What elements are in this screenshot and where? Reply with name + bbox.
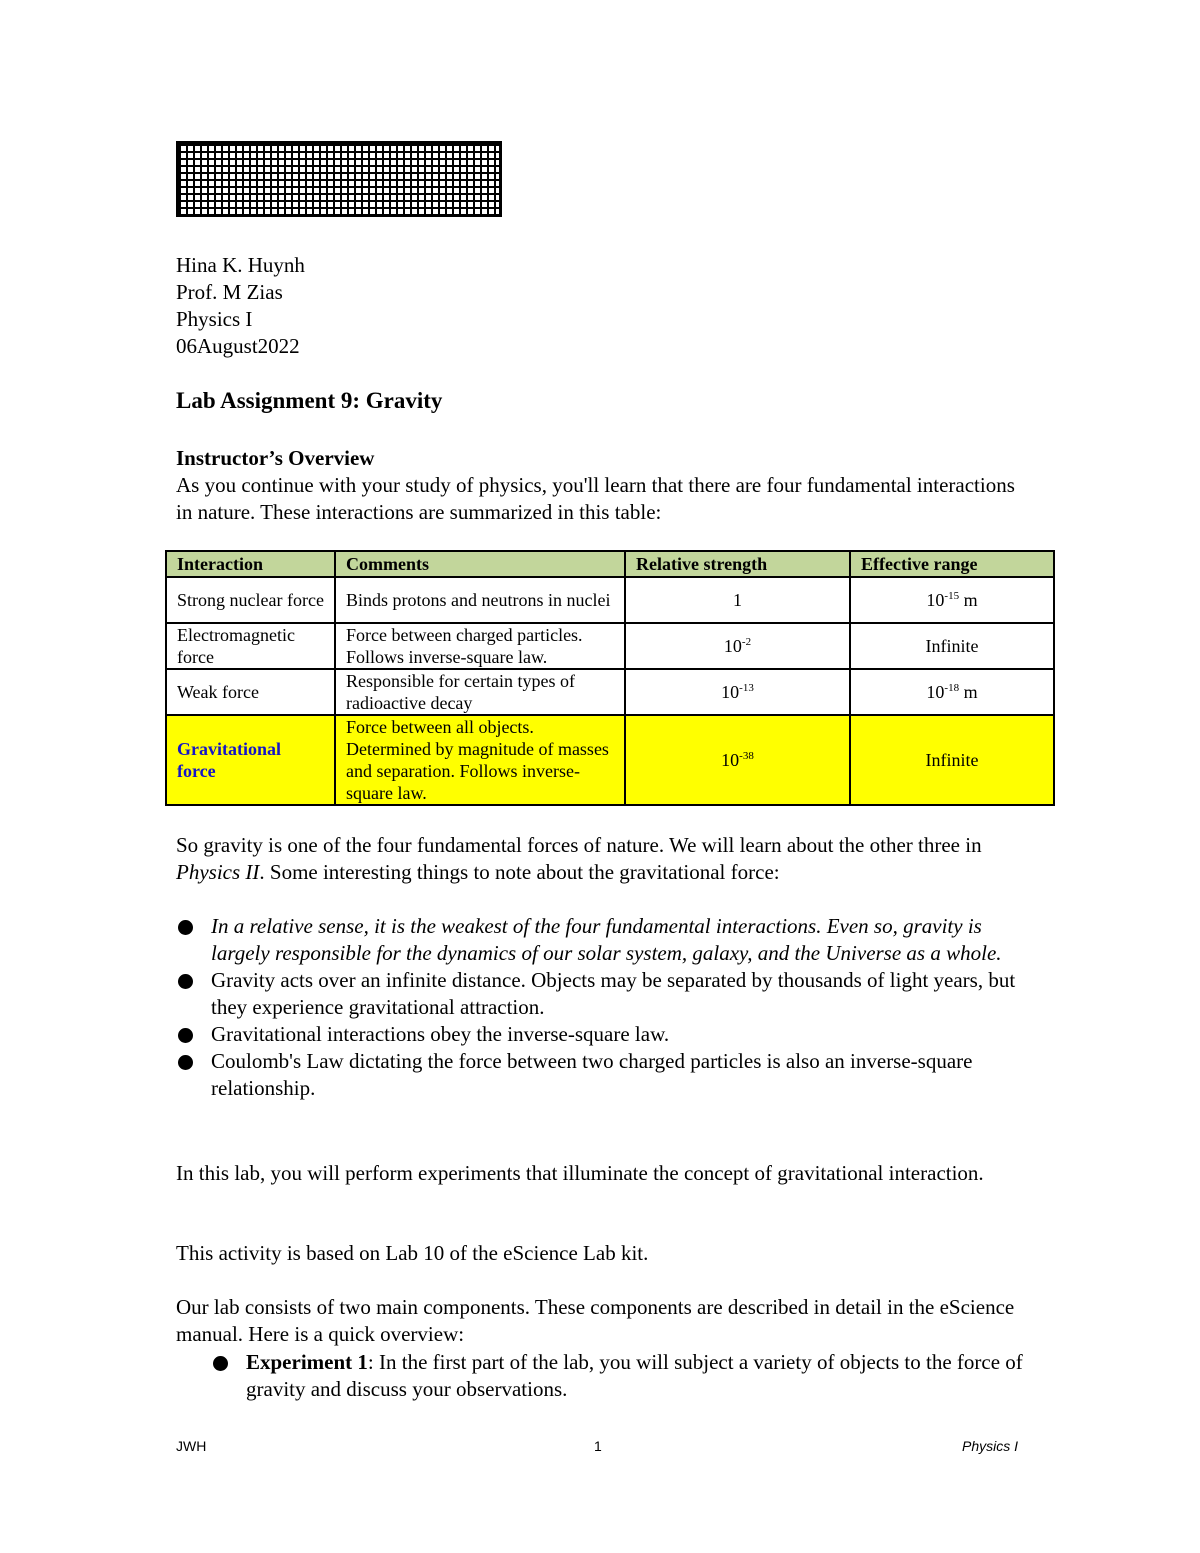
- list-item: Experiment 1: In the first part of the lab, you will subject a variety of objects to the force of gravity and discuss your observations.: [211, 1349, 1031, 1403]
- interaction-cell: Strong nuclear force: [166, 577, 335, 623]
- overview-intro: As you continue with your study of physics, you'll learn that there are four fundamental interactions in nature. These interactions are summarized in this table:: [176, 473, 1015, 524]
- experiments-list: [211, 1349, 1031, 1403]
- interaction-cell: Weak force: [166, 669, 335, 715]
- header-relative-strength: Relative strength: [625, 551, 850, 577]
- comments-cell: Force between all objects. Determined by magnitude of masses and separation. Follows inverse-square law.: [335, 715, 625, 805]
- table-row: [166, 669, 1054, 715]
- table-row-highlighted: [166, 715, 1054, 805]
- strength-cell: 1: [625, 577, 850, 623]
- list-item: In a relative sense, it is the weakest of the four fundamental interactions. Even so, gravity is largely responsible for the dynamics of our solar system, galaxy, and the Universe as a whole.: [176, 913, 1036, 967]
- comments-cell: Force between charged particles. Follows inverse-square law.: [335, 623, 625, 669]
- list-item: Gravitational interactions obey the inverse-square law.: [176, 1021, 1036, 1048]
- table-row: [166, 623, 1054, 669]
- footer-right: Physics I: [962, 1438, 1019, 1454]
- components-paragraph: Our lab consists of two main components. These components are described in detail in the eScience manual. Here is a quick overview:: [176, 1295, 1015, 1346]
- page-title: Lab Assignment 9: Gravity: [176, 388, 443, 413]
- list-item: Coulomb's Law dictating the force between two charged particles is also an inverse-square relationship.: [176, 1048, 1036, 1102]
- based-on-paragraph: This activity is based on Lab 10 of the eScience Lab kit.: [176, 1241, 649, 1265]
- interaction-cell: Gravitational force: [166, 715, 335, 805]
- header-comments: Comments: [335, 551, 625, 577]
- range-cell: Infinite: [850, 623, 1054, 669]
- comments-cell: Responsible for certain types of radioactive decay: [335, 669, 625, 715]
- author-block: [176, 252, 305, 360]
- range-cell: $10^{-15}$ m: [850, 577, 1054, 623]
- footer-page-number: 1: [594, 1438, 602, 1454]
- header-interaction: Interaction: [166, 551, 335, 577]
- comments-cell: Binds protons and neutrons in nuclei: [335, 577, 625, 623]
- interaction-cell: Electromagnetic force: [166, 623, 335, 669]
- bullet-dot-icon: [178, 920, 193, 935]
- bullet-dot-icon: [178, 1055, 193, 1070]
- header-effective-range: Effective range: [850, 551, 1054, 577]
- bullet-dot-icon: [213, 1356, 228, 1371]
- range-cell: $10^{-18}$ m: [850, 669, 1054, 715]
- table-header-row: [166, 551, 1054, 577]
- footer-left: JWH: [176, 1438, 207, 1454]
- bullet-dot-icon: [178, 1028, 193, 1043]
- table-row: [166, 577, 1054, 623]
- list-item: Gravity acts over an infinite distance. Objects may be separated by thousands of light years, but they experience gravitational attraction.: [176, 967, 1036, 1021]
- interactions-table: [165, 550, 1055, 806]
- grid-logo-image: [176, 141, 502, 217]
- range-cell: Infinite: [850, 715, 1054, 805]
- document-date: 06August2022: [176, 334, 300, 358]
- overview-heading: Instructor’s Overview: [176, 446, 375, 470]
- strength-cell: $10^{-38}$: [625, 715, 850, 805]
- lab-paragraph: In this lab, you will perform experiments that illuminate the concept of gravitational interaction.: [176, 1161, 984, 1185]
- strength-cell: $10^{-13}$: [625, 669, 850, 715]
- bullet-dot-icon: [178, 974, 193, 989]
- course-name: Physics I: [176, 307, 253, 331]
- strength-cell: $10^{-2}$: [625, 623, 850, 669]
- gravity-facts-list: [176, 913, 1036, 1102]
- author-name: Hina K. Huynh: [176, 253, 305, 277]
- gravity-paragraph: So gravity is one of the four fundamental forces of nature. We will learn about the other three in Physics II. Some interesting things to note about the gravitational force:: [176, 833, 982, 884]
- professor-name: Prof. M Zias: [176, 280, 283, 304]
